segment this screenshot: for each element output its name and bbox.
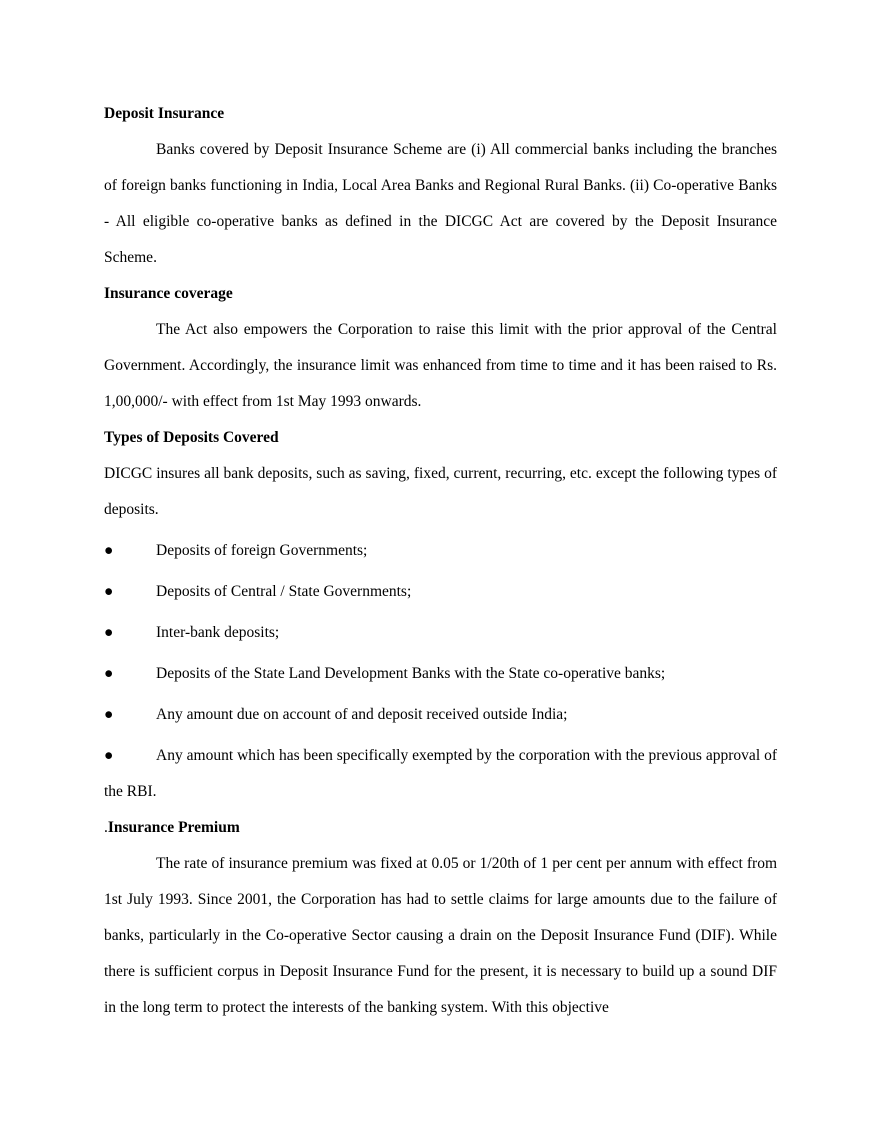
list-item-text: Deposits of Central / State Governments; — [156, 583, 412, 600]
list-item-text: Inter-bank deposits; — [156, 624, 280, 641]
list-item — [104, 615, 777, 651]
section-heading-types-of-deposits: Types of Deposits Covered — [104, 429, 279, 446]
list-item — [104, 533, 777, 569]
bullet-icon: ● — [104, 747, 114, 764]
list-item — [104, 574, 777, 610]
heading-prefix: . — [104, 819, 108, 836]
paragraph-insurance-premium: The rate of insurance premium was fixed at 0.05 or 1/20th of 1 per cent per annum with effect from 1st July 1993. Since 2001, the Corporation has had to settle claims for large amounts due to the failure of banks, particularly in the Co-operative Sector causing a drain on the Deposit Insurance Fund (DIF). While there is sufficient corpus in Deposit Insurance Fund for the present, it is necessary to build up a sound DIF in the long term to protect the interests of the banking system. With this objective — [104, 855, 777, 1016]
paragraph-types-of-deposits: DICGC insures all bank deposits, such as saving, fixed, current, recurring, etc. except the following types of deposits. — [104, 465, 777, 518]
bullet-icon: ● — [104, 706, 114, 723]
bullet-icon: ● — [104, 665, 114, 682]
bullet-icon: ● — [104, 542, 114, 559]
list-item-text: Deposits of the State Land Development Banks with the State co-operative banks; — [156, 665, 666, 682]
bullet-icon: ● — [104, 583, 114, 600]
list-item-text: Deposits of foreign Governments; — [156, 542, 368, 559]
paragraph-insurance-coverage: The Act also empowers the Corporation to raise this limit with the prior approval of the Central Government. Accordingly, the insurance limit was enhanced from time to time and it has been raised to Rs. 1,00,000/- with effect from 1st May 1993 onwards. — [104, 321, 777, 410]
list-item-text: Any amount which has been specifically exempted by the corporation with the previous approval of the RBI. — [104, 747, 777, 800]
document-page — [104, 96, 777, 1026]
paragraph-deposit-insurance: Banks covered by Deposit Insurance Scheme are (i) All commercial banks including the branches of foreign banks functioning in India, Local Area Banks and Regional Rural Banks. (ii) Co-operative Banks - All eligible co-operative banks as defined in the DICGC Act are covered by the Deposit Insurance Scheme. — [104, 141, 777, 266]
list-item — [104, 697, 777, 733]
section-heading-insurance-premium — [104, 810, 777, 846]
excluded-deposits-list — [104, 533, 777, 810]
heading-text: Insurance Premium — [107, 819, 240, 836]
list-item — [104, 738, 777, 810]
section-heading-deposit-insurance: Deposit Insurance — [104, 105, 225, 122]
list-item — [104, 656, 777, 692]
bullet-icon: ● — [104, 624, 114, 641]
list-item-text: Any amount due on account of and deposit received outside India; — [156, 706, 568, 723]
section-heading-insurance-coverage: Insurance coverage — [104, 285, 233, 302]
